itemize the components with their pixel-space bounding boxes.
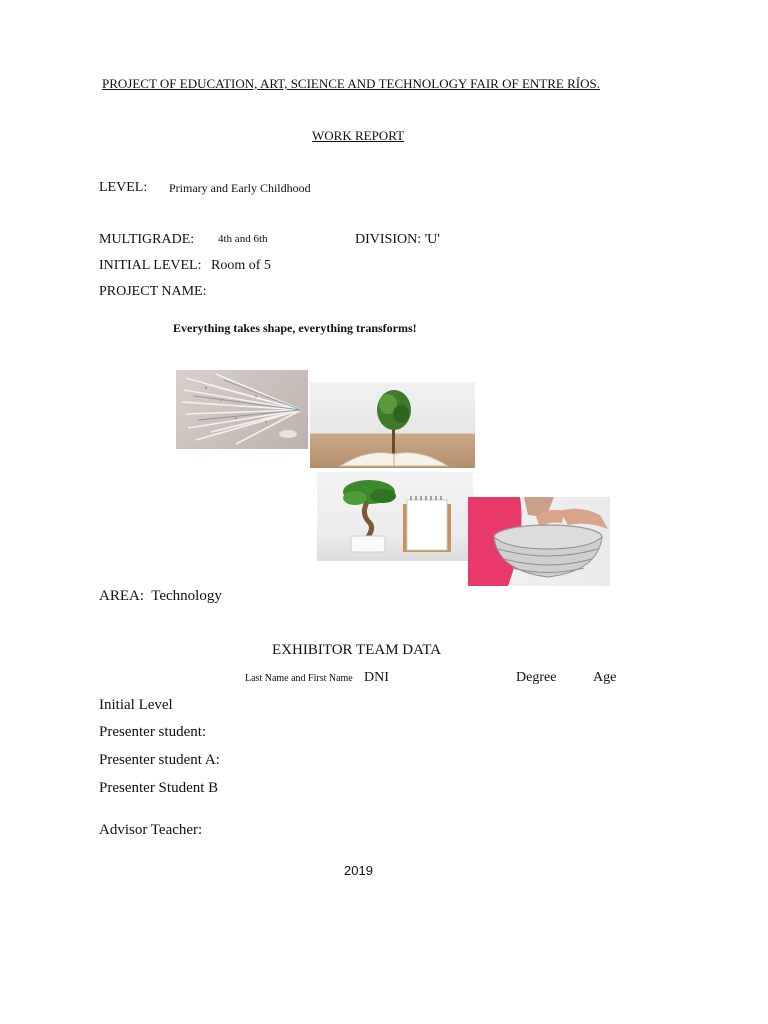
initial-level-label: INITIAL LEVEL: bbox=[99, 258, 202, 273]
area-value: Technology bbox=[151, 588, 222, 604]
team-row-initial-level: Initial Level bbox=[99, 697, 173, 713]
multigrade-label: MULTIGRADE: bbox=[99, 232, 195, 247]
tree-on-book-drawing bbox=[310, 382, 475, 468]
team-row-presenter-student-a: Presenter student A: bbox=[99, 752, 220, 768]
col-degree-header: Degree bbox=[516, 670, 557, 685]
col-dni-header: DNI bbox=[364, 670, 389, 685]
division-field: DIVISION: 'U' bbox=[355, 232, 440, 247]
project-name-label: PROJECT NAME: bbox=[99, 284, 207, 299]
multigrade-value: 4th and 6th bbox=[218, 233, 268, 245]
report-subtitle: WORK REPORT bbox=[312, 128, 405, 143]
team-row-presenter-student-b: Presenter Student B bbox=[99, 780, 219, 796]
team-heading: EXHIBITOR TEAM DATA bbox=[272, 642, 442, 658]
bonsai-notepad-photo bbox=[317, 472, 473, 561]
area-label: AREA: Technology bbox=[99, 588, 222, 604]
team-row-presenter-student: Presenter student: bbox=[99, 724, 207, 740]
col-name-header: Last Name and First Name bbox=[245, 673, 353, 684]
bonsai-notepad-drawing bbox=[317, 472, 473, 561]
advisor-teacher-label: Advisor Teacher: bbox=[99, 822, 203, 838]
paper-basket-photo bbox=[468, 497, 610, 586]
project-name-value: Everything takes shape, everything transforms! bbox=[173, 321, 417, 335]
paper-sticks-drawing bbox=[176, 370, 308, 449]
initial-level-value: Room of 5 bbox=[211, 258, 271, 273]
tree-on-book-photo bbox=[310, 382, 475, 468]
col-age-header: Age bbox=[593, 670, 617, 685]
report-year: 2019 bbox=[344, 863, 373, 878]
level-value: Primary and Early Childhood bbox=[169, 181, 311, 195]
paper-basket-drawing bbox=[468, 497, 610, 586]
paper-sticks-photo bbox=[176, 370, 308, 449]
report-title: PROJECT OF EDUCATION, ART, SCIENCE AND TECHNOLOGY FAIR OF ENTRE RÍOS. bbox=[102, 76, 600, 91]
level-label: LEVEL: bbox=[99, 180, 148, 195]
